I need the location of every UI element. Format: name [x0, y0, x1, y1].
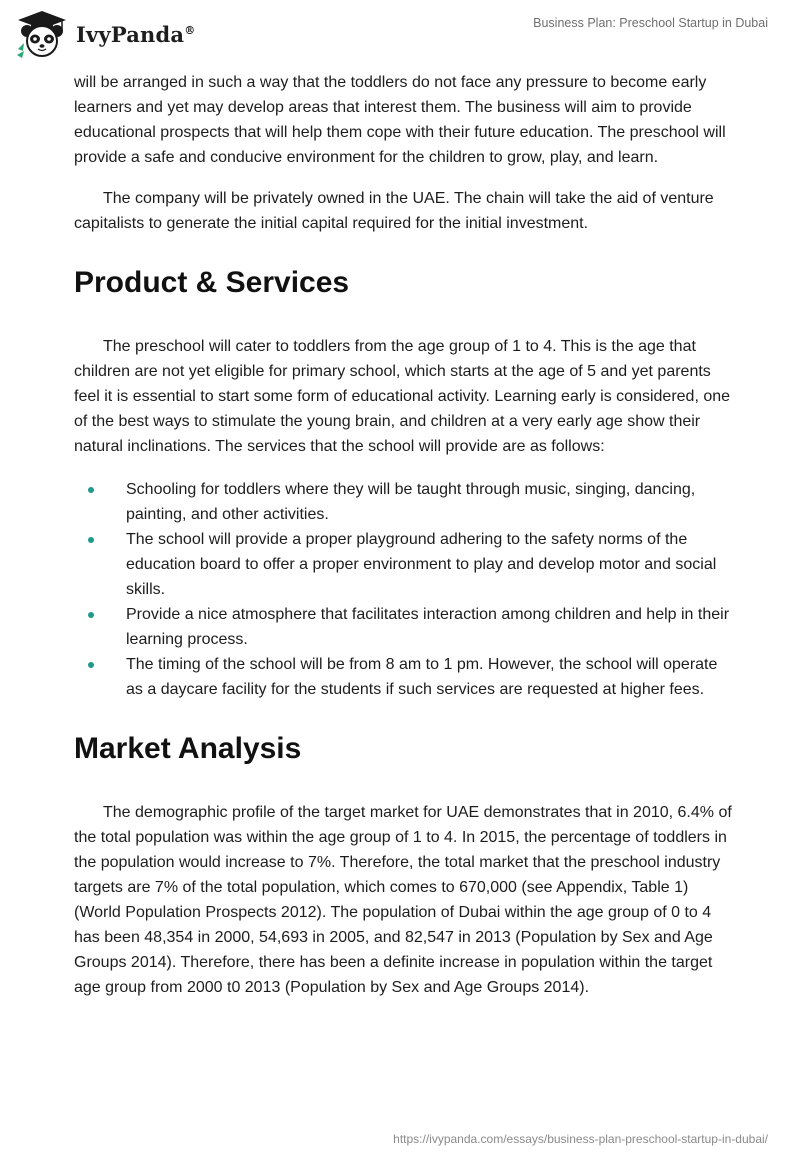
- list-item: [74, 477, 734, 527]
- section-heading-product-services: Product & Services: [74, 266, 350, 299]
- intro-paragraph-2: The company will be privately owned in the UAE. The chain will take the aid of venture capitalists to generate the initial capital required for the initial investment.: [74, 190, 714, 232]
- bullet-icon: [88, 662, 94, 668]
- bullet-icon: [88, 537, 94, 543]
- brand-logo[interactable]: [14, 8, 195, 60]
- page-header: [0, 0, 800, 70]
- list-item-text: Provide a nice atmosphere that facilitates interaction among children and help in their learning process.: [126, 606, 730, 648]
- services-list: [74, 477, 734, 702]
- source-url[interactable]: https://ivypanda.com/essays/business-plan-preschool-startup-in-dubai/: [393, 1132, 768, 1146]
- list-item-text: Schooling for toddlers where they will be taught through music, singing, dancing, painting, and other activities.: [126, 481, 696, 523]
- market-analysis-paragraph: The demographic profile of the target market for UAE demonstrates that in 2010, 6.4% of the total population was within the age group of 1 to 4. In 2015, the percentage of toddlers in the population would increase to 7%. Therefore, the total market that the preschool industry targets are 7% of the total population, which comes to 670,000 (see Appendix, Table 1) (World Population Prospects 2012). The population of Dubai within the age group of 0 to 4 has been 48,354 in 2000, 54,693 in 2005, and 82,547 in 2013 (Population by Sex and Age Groups 2014). Therefore, there has been a definite increase in population within the target age group from 2000 t0 2013 (Population by Sex and Age Groups 2014).: [74, 804, 732, 996]
- list-item: [74, 527, 734, 602]
- section-heading-market-analysis: Market Analysis: [74, 732, 302, 765]
- bullet-icon: [88, 612, 94, 618]
- list-item-text: The school will provide a proper playground adhering to the safety norms of the education board to offer a proper environment to play and develop motor and social skills.: [126, 531, 717, 598]
- brand-name: IvyPanda®: [76, 21, 196, 47]
- list-item-text: The timing of the school will be from 8 am to 1 pm. However, the school will operate as a daycare facility for the students if such services are requested at higher fees.: [126, 656, 718, 698]
- document-title: Business Plan: Preschool Startup in Dubai: [533, 16, 768, 30]
- list-item: [74, 602, 734, 652]
- intro-paragraph-1: will be arranged in such a way that the toddlers do not face any pressure to become early learners and yet may develop areas that interest them. The business will aim to provide educational prospects that will help them cope with their future education. The preschool will provide a safe and conducive environment for the children to grow, play, and learn.: [74, 74, 726, 166]
- article-body: [74, 70, 734, 1000]
- bullet-icon: [88, 487, 94, 493]
- list-item: [74, 652, 734, 702]
- panda-logo-icon: [14, 9, 70, 59]
- product-services-paragraph: The preschool will cater to toddlers from the age group of 1 to 4. This is the age that children are not yet eligible for primary school, which starts at the age of 5 and yet parents feel it is essential to start some form of educational activity. Learning early is considered, one of the best ways to stimulate the young brain, and children at a very early age show their natural inclinations. The services that the school will provide are as follows:: [74, 338, 731, 455]
